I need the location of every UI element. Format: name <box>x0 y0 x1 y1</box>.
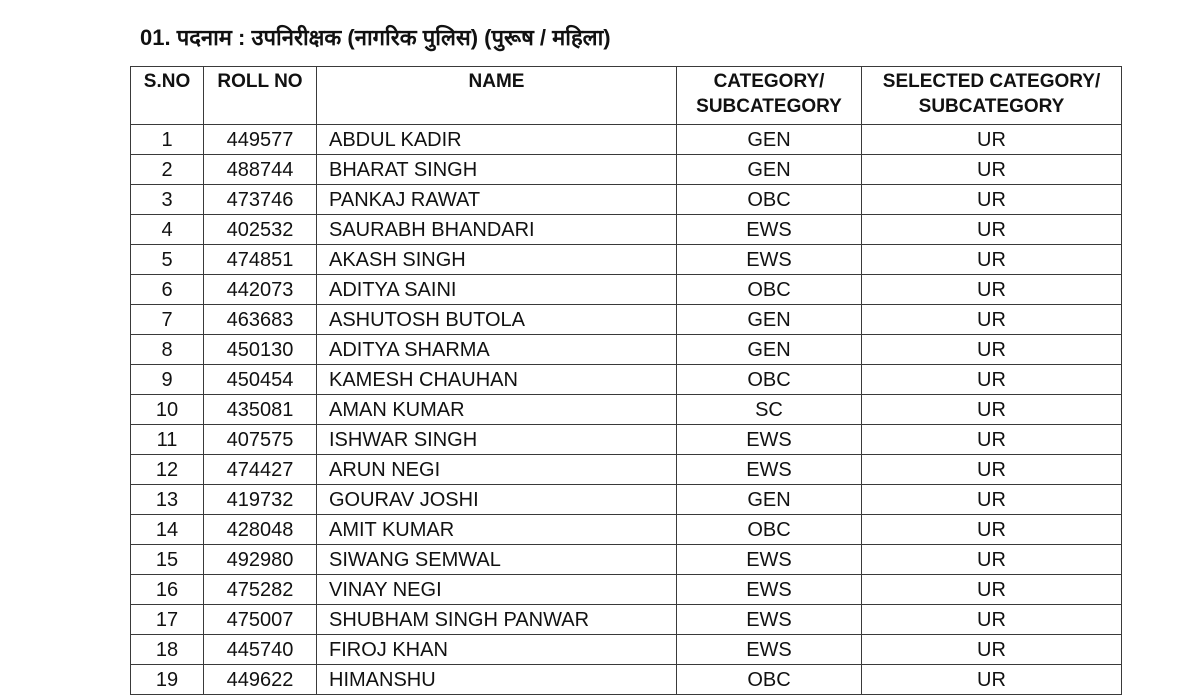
cell-category: EWS <box>677 245 862 275</box>
cell-name: ARUN NEGI <box>317 455 677 485</box>
cell-name: SAURABH BHANDARI <box>317 215 677 245</box>
cell-sno: 9 <box>131 365 204 395</box>
cell-sno: 15 <box>131 545 204 575</box>
header-category-label-line2: SUBCATEGORY <box>696 96 842 117</box>
cell-selected-category: UR <box>862 305 1122 335</box>
cell-sno: 11 <box>131 425 204 455</box>
table-row <box>131 575 1122 605</box>
cell-roll-no: 449577 <box>204 125 317 155</box>
cell-roll-no: 442073 <box>204 275 317 305</box>
cell-sno: 4 <box>131 215 204 245</box>
cell-category: GEN <box>677 155 862 185</box>
cell-roll-no: 488744 <box>204 155 317 185</box>
header-sno <box>131 67 204 125</box>
table-row <box>131 515 1122 545</box>
cell-category: EWS <box>677 605 862 635</box>
table-body <box>131 125 1122 695</box>
cell-sno: 17 <box>131 605 204 635</box>
table-row <box>131 605 1122 635</box>
cell-name: SHUBHAM SINGH PANWAR <box>317 605 677 635</box>
table-row <box>131 395 1122 425</box>
cell-sno: 14 <box>131 515 204 545</box>
table-row <box>131 275 1122 305</box>
table-row <box>131 245 1122 275</box>
cell-selected-category: UR <box>862 635 1122 665</box>
cell-category: GEN <box>677 125 862 155</box>
header-name-label: NAME <box>468 71 525 92</box>
cell-roll-no: 475007 <box>204 605 317 635</box>
cell-selected-category: UR <box>862 575 1122 605</box>
selection-results-table <box>130 66 1122 695</box>
cell-selected-category: UR <box>862 365 1122 395</box>
cell-selected-category: UR <box>862 455 1122 485</box>
table-row <box>131 125 1122 155</box>
cell-name: ADITYA SHARMA <box>317 335 677 365</box>
cell-selected-category: UR <box>862 545 1122 575</box>
table-row <box>131 305 1122 335</box>
cell-name: AMAN KUMAR <box>317 395 677 425</box>
cell-selected-category: UR <box>862 395 1122 425</box>
cell-selected-category: UR <box>862 215 1122 245</box>
cell-roll-no: 450130 <box>204 335 317 365</box>
cell-roll-no: 450454 <box>204 365 317 395</box>
cell-category: EWS <box>677 215 862 245</box>
cell-selected-category: UR <box>862 185 1122 215</box>
cell-category: OBC <box>677 515 862 545</box>
cell-selected-category: UR <box>862 515 1122 545</box>
cell-category: GEN <box>677 335 862 365</box>
header-category <box>677 67 862 125</box>
cell-category: GEN <box>677 485 862 515</box>
table-row <box>131 635 1122 665</box>
table-row <box>131 545 1122 575</box>
cell-name: AMIT KUMAR <box>317 515 677 545</box>
cell-name: AKASH SINGH <box>317 245 677 275</box>
cell-roll-no: 492980 <box>204 545 317 575</box>
cell-selected-category: UR <box>862 275 1122 305</box>
cell-roll-no: 428048 <box>204 515 317 545</box>
header-sno-label: S.NO <box>143 71 191 92</box>
cell-sno: 3 <box>131 185 204 215</box>
cell-category: OBC <box>677 665 862 695</box>
cell-sno: 8 <box>131 335 204 365</box>
cell-roll-no: 449622 <box>204 665 317 695</box>
header-roll-no-label: ROLL NO <box>217 71 303 92</box>
cell-name: PANKAJ RAWAT <box>317 185 677 215</box>
header-name <box>317 67 677 125</box>
cell-selected-category: UR <box>862 665 1122 695</box>
cell-name: GOURAV JOSHI <box>317 485 677 515</box>
table-row <box>131 665 1122 695</box>
cell-category: OBC <box>677 365 862 395</box>
cell-selected-category: UR <box>862 155 1122 185</box>
cell-roll-no: 474427 <box>204 455 317 485</box>
cell-category: GEN <box>677 305 862 335</box>
cell-sno: 13 <box>131 485 204 515</box>
cell-roll-no: 435081 <box>204 395 317 425</box>
cell-roll-no: 473746 <box>204 185 317 215</box>
cell-selected-category: UR <box>862 425 1122 455</box>
cell-sno: 7 <box>131 305 204 335</box>
cell-selected-category: UR <box>862 245 1122 275</box>
table-row <box>131 185 1122 215</box>
table-row <box>131 455 1122 485</box>
cell-category: EWS <box>677 425 862 455</box>
cell-name: BHARAT SINGH <box>317 155 677 185</box>
cell-name: ABDUL KADIR <box>317 125 677 155</box>
cell-category: SC <box>677 395 862 425</box>
cell-sno: 5 <box>131 245 204 275</box>
cell-sno: 12 <box>131 455 204 485</box>
cell-category: EWS <box>677 575 862 605</box>
cell-selected-category: UR <box>862 605 1122 635</box>
header-category-label-line1: CATEGORY/ <box>713 71 825 92</box>
cell-name: ADITYA SAINI <box>317 275 677 305</box>
table-row <box>131 425 1122 455</box>
cell-category: EWS <box>677 545 862 575</box>
header-selected-category <box>862 67 1122 125</box>
cell-sno: 6 <box>131 275 204 305</box>
cell-selected-category: UR <box>862 485 1122 515</box>
cell-sno: 1 <box>131 125 204 155</box>
cell-category: OBC <box>677 185 862 215</box>
table-header-row <box>131 67 1122 125</box>
cell-roll-no: 402532 <box>204 215 317 245</box>
cell-roll-no: 445740 <box>204 635 317 665</box>
cell-sno: 19 <box>131 665 204 695</box>
cell-name: FIROJ KHAN <box>317 635 677 665</box>
cell-selected-category: UR <box>862 125 1122 155</box>
table-row <box>131 365 1122 395</box>
cell-name: ASHUTOSH BUTOLA <box>317 305 677 335</box>
table-row <box>131 215 1122 245</box>
table-row <box>131 335 1122 365</box>
cell-sno: 2 <box>131 155 204 185</box>
document-title: 01. पदनाम : उपनिरीक्षक (नागरिक पुलिस) (पुरूष / महिला) <box>140 25 611 50</box>
cell-roll-no: 475282 <box>204 575 317 605</box>
cell-name: VINAY NEGI <box>317 575 677 605</box>
header-selected-category-label-line2: SUBCATEGORY <box>918 96 1065 117</box>
cell-sno: 16 <box>131 575 204 605</box>
cell-roll-no: 474851 <box>204 245 317 275</box>
cell-category: OBC <box>677 275 862 305</box>
table-row <box>131 155 1122 185</box>
cell-sno: 18 <box>131 635 204 665</box>
cell-name: HIMANSHU <box>317 665 677 695</box>
table-row <box>131 485 1122 515</box>
cell-category: EWS <box>677 455 862 485</box>
cell-name: ISHWAR SINGH <box>317 425 677 455</box>
cell-name: SIWANG SEMWAL <box>317 545 677 575</box>
cell-roll-no: 407575 <box>204 425 317 455</box>
cell-selected-category: UR <box>862 335 1122 365</box>
header-selected-category-label-line1: SELECTED CATEGORY/ <box>882 71 1101 92</box>
header-roll-no <box>204 67 317 125</box>
cell-name: KAMESH CHAUHAN <box>317 365 677 395</box>
cell-category: EWS <box>677 635 862 665</box>
cell-roll-no: 463683 <box>204 305 317 335</box>
cell-sno: 10 <box>131 395 204 425</box>
cell-roll-no: 419732 <box>204 485 317 515</box>
